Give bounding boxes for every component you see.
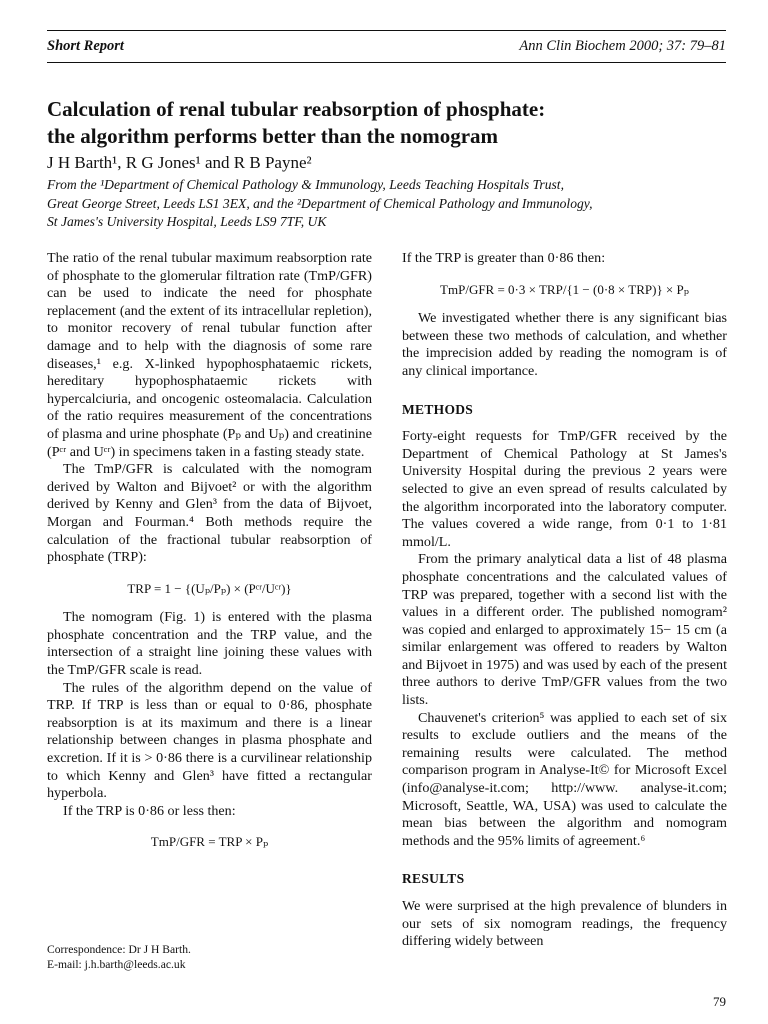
- correspondence-name: Correspondence: Dr J H Barth.: [47, 943, 191, 956]
- algorithm-rules-paragraph: The rules of the algorithm depend on the value of TRP. If TRP is less than or equal to 0·86, phosphate reabsorption is at its maximum and there is a linear relationship between changes in plasma phosphate and excretion. If it is > 0·86 there is a curvilinear relationship to which Kenny and Glen³ have fitted a rectangular hyperbola.: [47, 679, 372, 802]
- methods-heading: METHODS: [402, 401, 474, 417]
- methods-overview-paragraph: The TmP/GFR is calculated with the nomogram derived by Walton and Bijvoet² or with the algorithm derived by Kenny and Glen³ from the data of Bijvoet, Morgan and Fourman.⁴ Both methods require the calculation of the fractional tubular reabsorption of phosphate (TRP):: [47, 461, 372, 566]
- affiliations: [47, 176, 737, 232]
- aim-paragraph: We investigated whether there is any significant bias between these two methods of calculation, and whether the imprecision added by reading the nomogram is of any clinical importance.: [402, 310, 727, 379]
- trp-high-condition: If the TRP is greater than 0·86 then:: [402, 250, 606, 266]
- affiliation-line-3: St James's University Hospital, Leeds LS9 7TF, UK: [47, 214, 327, 229]
- title-line-2: the algorithm performs better than the nomogram: [47, 124, 499, 148]
- journal-citation: Ann Clin Biochem 2000; 37: 79–81: [519, 38, 726, 54]
- header-top-rule: [47, 30, 726, 31]
- section-label: Short Report: [47, 38, 124, 54]
- results-paragraph-1: We were surprised at the high prevalence of blunders in our sets of six nomogram readings, the frequency differing widely between: [402, 898, 727, 950]
- methods-paragraph-3: Chauvenet's criterion⁵ was applied to each set of six results to exclude outliers and the means of the remaining results were calculated. The method comparison program in Analyse-It© for Microsoft Excel (info@analyse-it.com; http://www. analyse-it.com; Microsoft, Seattle, WA, USA) was used to calculate the mean bias between the algorithm and nomogram methods and the 95% limits of agreement.⁶: [402, 709, 727, 849]
- right-column: [402, 250, 727, 951]
- methods-paragraph-1: Forty-eight requests for TmP/GFR received by the Department of Chemical Pathology at St James's University Hospital during the previous 2 years were selected to give an even spread of results calculated by the algorithm incorporated into the laboratory computer. The values covered a wide range, from 0·1 to 1·81 mmol/L.: [402, 428, 727, 550]
- nomogram-paragraph: The nomogram (Fig. 1) is entered with the plasma phosphate concentration and the TRP value, and the intersection of a straight line joining these values with the TmP/GFR scale is read.: [47, 609, 372, 679]
- intro-paragraph: The ratio of the renal tubular maximum reabsorption rate of phosphate to the glomerular filtration rate (TmP/GFR) can be used to indicate the need for phosphate replacement (and the extent of its intracellular repletion), to monitor recovery of renal tubular function after damage and to help with the diagnosis of some rare diseases,¹ e.g. X-linked hypophosphataemic rickets, hereditary hypophosphataemic rickets with hypercalciuria, and oncogenic osteomalacia. Calculation of the ratio requires measurement of the concentrations of plasma and urine phosphate (Pₚ and Uₚ) and creatinine (Pᶜʳ and Uᶜʳ) in specimens taken in a fasting steady state.: [47, 250, 372, 460]
- header-bottom-rule: [47, 62, 726, 63]
- left-column: [47, 250, 372, 863]
- tmp-gfr-linear-equation: TmP/GFR = TRP × Pₚ: [150, 834, 269, 850]
- correspondence-email: E-mail: j.h.barth@leeds.ac.uk: [47, 958, 186, 971]
- page-number: 79: [713, 994, 726, 1009]
- correspondence-footnote: [47, 942, 191, 972]
- trp-equation: TRP = 1 − {(Uₚ/Pₚ) × (Pᶜʳ/Uᶜʳ)}: [127, 580, 292, 596]
- affiliation-line-1: From the ¹Department of Chemical Pathology & Immunology, Leeds Teaching Hospitals Trust,: [47, 177, 564, 192]
- trp-low-condition: If the TRP is 0·86 or less then:: [63, 802, 236, 819]
- affiliation-line-2: Great George Street, Leeds LS1 3EX, and the ²Department of Chemical Pathology and Immunology,: [47, 195, 593, 211]
- tmp-gfr-hyperbola-equation: TmP/GFR = 0·3 × TRP/{1 − (0·8 × TRP)} × Pₚ: [440, 281, 689, 297]
- article-title: [47, 96, 727, 150]
- results-heading: RESULTS: [402, 871, 465, 887]
- author-list: J H Barth¹, R G Jones¹ and R B Payne²: [47, 153, 312, 172]
- methods-paragraph-2: From the primary analytical data a list of 48 plasma phosphate concentrations and the calculated values of TRP was prepared, together with a second list with the values in a different order. The published nomogram² was copied and enlarged to approximately 15− 15 cm (a similar enlargement was offered to readers by Walton and Bijvoet in 1975) and was used by each of the present three authors to derive TmP/GFR values from the two lists.: [402, 551, 727, 709]
- title-line-1: Calculation of renal tubular reabsorption of phosphate:: [47, 97, 546, 121]
